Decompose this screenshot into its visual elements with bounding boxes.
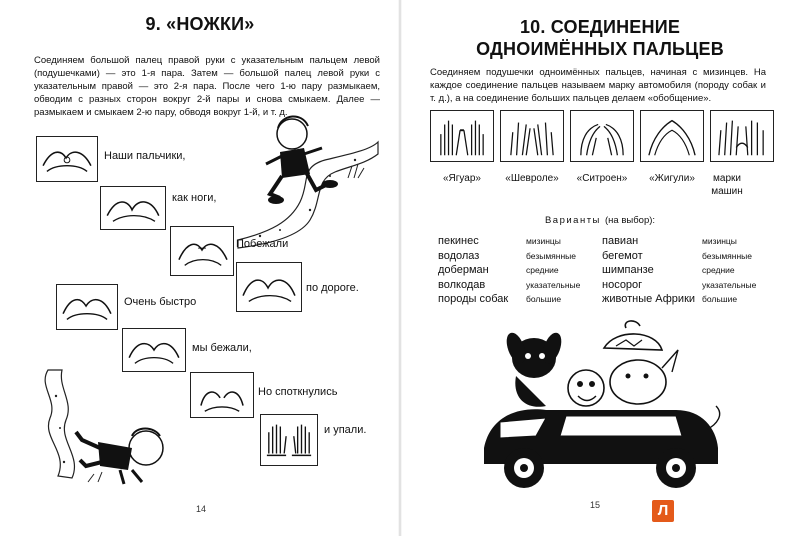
list-item: павиан <box>602 235 639 247</box>
page-title <box>400 16 800 60</box>
rhyme-line: Но споткнулись <box>258 386 338 398</box>
fingers-column-a <box>526 234 580 307</box>
list-item: указательные <box>526 279 581 290</box>
list-item: породы собак <box>438 293 509 305</box>
instruction-paragraph: Соединяем большой палец правой руки с указательным пальцем левой (подушечками) — это 1-я пара. Затем — большой палец левой руки с указательным правой — это 2-я пара. После чего 1-ю пару размыкаем, обводим с разных сторон вокруг 2-й пары и снова смыкаем. Далее — размыкаем и смыкаем 2-ю пару, обводя вокруг 1-й, и т. д. <box>34 55 380 118</box>
list-item: мизинцы <box>702 236 737 246</box>
variants-title: Варианты <box>544 215 601 226</box>
car-brand-label: «Жигули» <box>649 173 695 184</box>
list-item: доберман <box>438 264 489 276</box>
list-item: большие <box>526 294 562 304</box>
variants-heading <box>400 215 800 226</box>
hand-gesture-picture <box>260 414 318 466</box>
title-line: ОДНОИМЁННЫХ ПАЛЬЦЕВ <box>476 39 724 59</box>
hand-pose-ring-fingers <box>500 110 564 162</box>
rhyme-line: мы бежали, <box>192 342 252 354</box>
animals-in-car-illustration <box>476 318 726 498</box>
page-number: 14 <box>196 504 207 514</box>
running-boy-illustration <box>230 112 380 250</box>
hand-pose-index-fingers <box>640 110 704 162</box>
list-item: указательные <box>702 279 757 290</box>
publisher-logo-badge: Л <box>652 500 674 522</box>
list-item: средние <box>702 265 735 275</box>
list-item: безымянные <box>526 250 576 261</box>
car-brand-label: марки машин <box>711 173 743 197</box>
page-number: 15 <box>590 500 601 510</box>
hand-gesture-picture <box>236 262 302 312</box>
list-item: бегемот <box>602 249 643 262</box>
rhyme-line: Очень быстро <box>124 296 197 308</box>
rhyme-line: Наши пальчики, <box>104 150 186 162</box>
hand-gesture-picture <box>56 284 118 330</box>
list-item: шимпанзе <box>602 264 654 276</box>
hand-gesture-picture <box>170 226 234 276</box>
rhyme-line: по дороге. <box>306 282 359 294</box>
list-item: животные Африки <box>602 293 696 305</box>
right-page <box>400 0 800 536</box>
car-brand-label: «Ситроен» <box>576 173 628 184</box>
instruction-paragraph: Соединяем подушечки одноимённых пальцев, начиная с мизинцев. На каждое соединение пальцев называем марку автомобиля (породу собак и т. д.), а на соединение больших пальцев делаем «обобщение». <box>430 67 766 104</box>
list-item: волкодав <box>438 278 486 291</box>
list-item: средние <box>526 265 559 275</box>
hand-pose-little-fingers <box>430 110 494 162</box>
animals-column <box>602 234 695 307</box>
rhyme-line: и упали. <box>324 424 367 436</box>
fingers-column-b <box>702 234 756 307</box>
list-item: мизинцы <box>526 236 561 246</box>
hand-pose-thumbs <box>710 110 774 162</box>
title-line: 10. СОЕДИНЕНИЕ <box>519 17 681 37</box>
dogs-column <box>438 234 508 307</box>
hand-gesture-picture <box>36 136 98 182</box>
car-brand-label: «Ягуар» <box>442 173 481 184</box>
rhyme-line: как ноги, <box>172 192 217 204</box>
car-brand-label: «Шевроле» <box>505 173 559 184</box>
fallen-boy-illustration <box>28 366 184 492</box>
list-item: водолаз <box>438 249 480 262</box>
rhyme-line: Побежали <box>236 238 289 250</box>
hand-gesture-picture <box>100 186 166 230</box>
hand-gesture-picture <box>190 372 254 418</box>
hand-pose-middle-fingers <box>570 110 634 162</box>
variants-note: (на выбор): <box>605 215 656 226</box>
list-item: носорог <box>602 278 643 291</box>
list-item: пекинес <box>438 235 479 247</box>
list-item: большие <box>702 294 738 304</box>
page-title: 9. «НОЖКИ» <box>145 14 255 34</box>
list-item: безымянные <box>702 250 752 261</box>
